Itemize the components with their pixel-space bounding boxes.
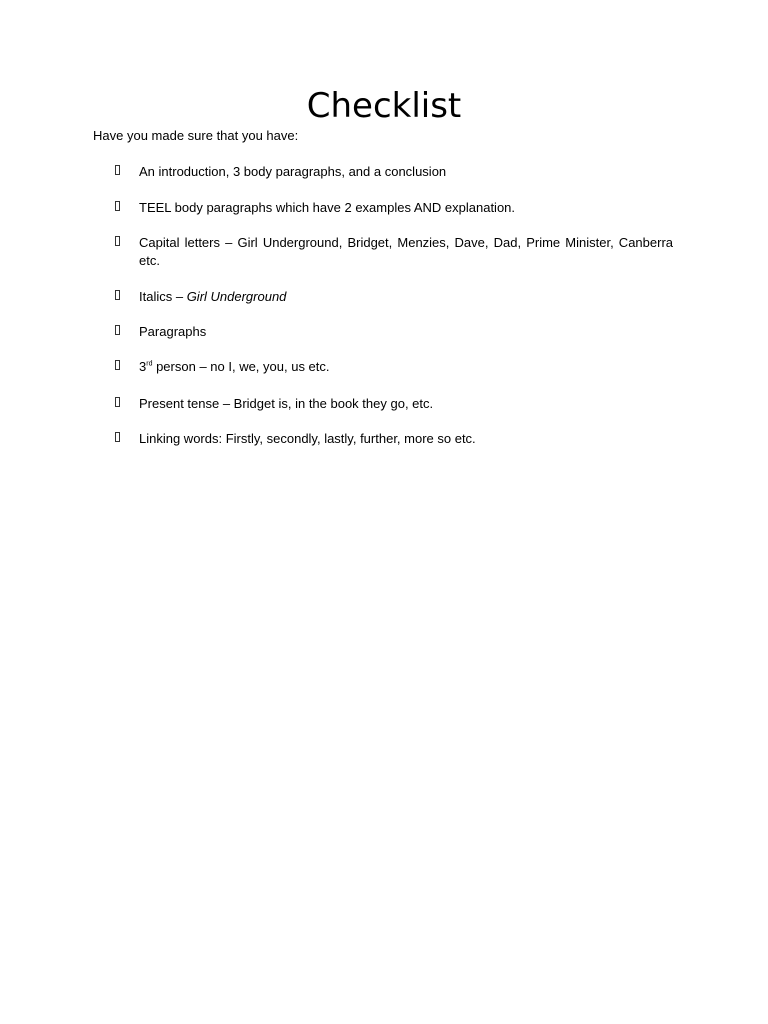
checklist-item-text: TEEL body paragraphs which have 2 examples AND explanation. [139, 200, 516, 215]
checklist-item-text: An introduction, 3 body paragraphs, and a conclusion [139, 164, 447, 179]
checklist-item-text: Paragraphs [139, 324, 207, 339]
checklist-item-text: Linking words: Firstly, secondly, lastly, further, more so etc. [139, 431, 476, 446]
checkbox-icon [115, 165, 120, 175]
checkbox-icon [115, 290, 120, 300]
checkbox-icon [115, 201, 120, 211]
checklist-item-text [139, 288, 673, 306]
checkbox-icon [115, 360, 120, 370]
checkbox-icon [115, 432, 120, 442]
checkbox-icon [115, 397, 120, 407]
page-title: Checklist [306, 86, 462, 126]
checklist-item-text [139, 358, 673, 376]
italics-prefix: Italics – [139, 289, 187, 304]
italic-example: Girl Underground [186, 289, 287, 304]
ordinal-suffix: rd [146, 360, 153, 368]
intro-text: Have you made sure that you have: [93, 128, 299, 143]
checklist-item-text: Capital letters – Girl Underground, Bridget, Menzies, Dave, Dad, Prime Minister, Canberra etc. [139, 235, 673, 268]
checkbox-icon [115, 325, 120, 335]
ordinal-number: 3 [139, 359, 147, 374]
item-rest: person – no I, we, you, us etc. [152, 359, 330, 374]
checkbox-icon [115, 236, 120, 246]
checklist-item-text: Present tense – Bridget is, in the book they go, etc. [139, 396, 434, 411]
